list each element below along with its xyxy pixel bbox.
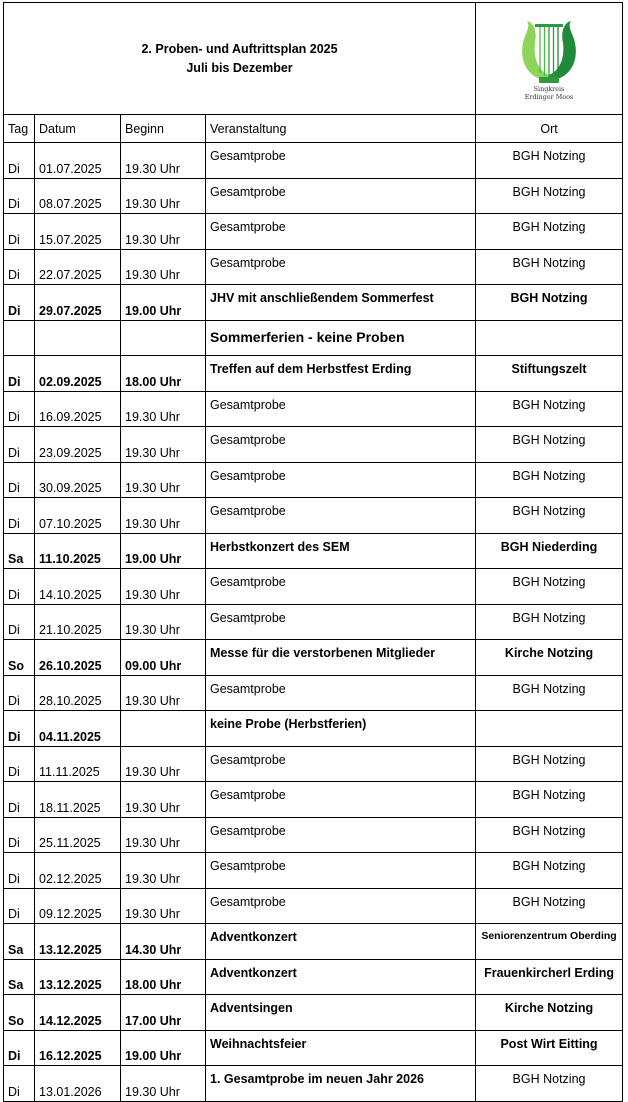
cell-tag: Di	[4, 817, 35, 853]
cell-beginn: 19.30 Uhr	[121, 888, 206, 924]
cell-datum: 11.11.2025	[35, 746, 121, 782]
cell-ort: BGH Notzing	[476, 746, 623, 782]
cell-beginn: 19.30 Uhr	[121, 782, 206, 818]
cell-tag: Di	[4, 285, 35, 321]
cell-tag: Di	[4, 888, 35, 924]
cell-tag: So	[4, 995, 35, 1031]
table-row	[4, 853, 623, 889]
cell-ort: BGH Notzing	[476, 427, 623, 463]
cell-datum: 23.09.2025	[35, 427, 121, 463]
cell-tag: Di	[4, 143, 35, 179]
cell-ort: Kirche Notzing	[476, 640, 623, 676]
cell-veranstaltung: Adventkonzert	[206, 924, 476, 960]
cell-tag: Di	[4, 498, 35, 534]
cell-datum: 14.12.2025	[35, 995, 121, 1031]
cell-ort: BGH Notzing	[476, 214, 623, 250]
logo-line2: Erdinger Moos	[524, 92, 574, 101]
cell-tag: Di	[4, 356, 35, 392]
cell-datum: 16.09.2025	[35, 391, 121, 427]
table-row	[4, 249, 623, 285]
table-row	[4, 995, 623, 1031]
cell-datum: 15.07.2025	[35, 214, 121, 250]
cell-veranstaltung: Herbstkonzert des SEM	[206, 533, 476, 569]
column-header-beginn: Beginn	[121, 115, 206, 143]
header-row	[4, 3, 623, 115]
cell-datum: 16.12.2025	[35, 1030, 121, 1066]
cell-datum: 26.10.2025	[35, 640, 121, 676]
cell-beginn: 19.30 Uhr	[121, 817, 206, 853]
table-row	[4, 462, 623, 498]
cell-veranstaltung: Gesamtprobe	[206, 604, 476, 640]
cell-datum: 09.12.2025	[35, 888, 121, 924]
cell-datum	[35, 320, 121, 356]
cell-tag: Di	[4, 249, 35, 285]
cell-ort: BGH Notzing	[476, 249, 623, 285]
cell-veranstaltung: Gesamtprobe	[206, 249, 476, 285]
cell-tag	[4, 320, 35, 356]
cell-ort: BGH Notzing	[476, 178, 623, 214]
cell-ort: BGH Notzing	[476, 462, 623, 498]
cell-tag: Di	[4, 782, 35, 818]
cell-beginn: 19.30 Uhr	[121, 675, 206, 711]
column-header-ort: Ort	[476, 115, 623, 143]
cell-datum: 11.10.2025	[35, 533, 121, 569]
table-row	[4, 675, 623, 711]
table-row	[4, 959, 623, 995]
cell-beginn: 19.30 Uhr	[121, 604, 206, 640]
cell-veranstaltung: Gesamtprobe	[206, 888, 476, 924]
cell-ort	[476, 320, 623, 356]
cell-datum: 14.10.2025	[35, 569, 121, 605]
cell-beginn: 19.30 Uhr	[121, 143, 206, 179]
cell-veranstaltung: Gesamtprobe	[206, 746, 476, 782]
cell-beginn: 09.00 Uhr	[121, 640, 206, 676]
cell-beginn: 18.00 Uhr	[121, 959, 206, 995]
cell-ort: BGH Notzing	[476, 853, 623, 889]
table-row	[4, 391, 623, 427]
table-row	[4, 356, 623, 392]
column-header-datum: Datum	[35, 115, 121, 143]
cell-beginn: 19.30 Uhr	[121, 427, 206, 463]
table-row	[4, 711, 623, 747]
cell-datum: 28.10.2025	[35, 675, 121, 711]
schedule-table	[3, 2, 623, 1102]
table-row	[4, 640, 623, 676]
cell-ort: BGH Notzing	[476, 604, 623, 640]
lyre-icon	[509, 15, 589, 103]
cell-beginn: 19.30 Uhr	[121, 462, 206, 498]
page-title: 2. Proben- und Auftrittsplan 2025	[141, 41, 338, 56]
cell-veranstaltung: Sommerferien - keine Proben	[206, 320, 476, 356]
cell-tag: Di	[4, 746, 35, 782]
cell-beginn: 17.00 Uhr	[121, 995, 206, 1031]
cell-beginn	[121, 711, 206, 747]
table-row	[4, 285, 623, 321]
cell-datum: 29.07.2025	[35, 285, 121, 321]
table-row	[4, 604, 623, 640]
cell-beginn: 19.00 Uhr	[121, 533, 206, 569]
cell-datum: 13.12.2025	[35, 924, 121, 960]
cell-tag: Di	[4, 214, 35, 250]
cell-beginn	[121, 320, 206, 356]
cell-datum: 30.09.2025	[35, 462, 121, 498]
cell-veranstaltung: Adventkonzert	[206, 959, 476, 995]
cell-veranstaltung: Adventsingen	[206, 995, 476, 1031]
cell-datum: 08.07.2025	[35, 178, 121, 214]
cell-ort: BGH Notzing	[476, 143, 623, 179]
column-header-tag: Tag	[4, 115, 35, 143]
cell-tag: Sa	[4, 924, 35, 960]
cell-tag: Di	[4, 675, 35, 711]
cell-ort: BGH Notzing	[476, 569, 623, 605]
cell-datum: 01.07.2025	[35, 143, 121, 179]
table-row	[4, 782, 623, 818]
cell-beginn: 19.30 Uhr	[121, 746, 206, 782]
cell-beginn: 19.30 Uhr	[121, 391, 206, 427]
cell-beginn: 19.30 Uhr	[121, 1066, 206, 1102]
cell-ort: Stiftungszelt	[476, 356, 623, 392]
cell-veranstaltung: Gesamtprobe	[206, 569, 476, 605]
cell-beginn: 19.30 Uhr	[121, 498, 206, 534]
table-row	[4, 178, 623, 214]
cell-beginn: 19.30 Uhr	[121, 249, 206, 285]
cell-ort: BGH Notzing	[476, 888, 623, 924]
cell-datum: 13.01.2026	[35, 1066, 121, 1102]
cell-ort: BGH Notzing	[476, 817, 623, 853]
cell-tag: Di	[4, 853, 35, 889]
cell-veranstaltung: Gesamtprobe	[206, 817, 476, 853]
table-row	[4, 817, 623, 853]
table-row	[4, 1066, 623, 1102]
cell-beginn: 14.30 Uhr	[121, 924, 206, 960]
cell-ort	[476, 711, 623, 747]
cell-veranstaltung: Gesamtprobe	[206, 675, 476, 711]
cell-ort: BGH Notzing	[476, 391, 623, 427]
cell-tag: Sa	[4, 959, 35, 995]
cell-datum: 02.09.2025	[35, 356, 121, 392]
cell-veranstaltung: Weihnachtsfeier	[206, 1030, 476, 1066]
table-row	[4, 427, 623, 463]
cell-datum: 13.12.2025	[35, 959, 121, 995]
table-row	[4, 746, 623, 782]
cell-veranstaltung: keine Probe (Herbstferien)	[206, 711, 476, 747]
cell-tag: Di	[4, 462, 35, 498]
cell-veranstaltung: Gesamtprobe	[206, 498, 476, 534]
cell-veranstaltung: JHV mit anschließendem Sommerfest	[206, 285, 476, 321]
table-row	[4, 498, 623, 534]
cell-veranstaltung: Gesamtprobe	[206, 853, 476, 889]
table-row	[4, 569, 623, 605]
table-row	[4, 924, 623, 960]
cell-ort: BGH Notzing	[476, 675, 623, 711]
cell-veranstaltung: 1. Gesamtprobe im neuen Jahr 2026	[206, 1066, 476, 1102]
cell-beginn: 19.30 Uhr	[121, 569, 206, 605]
column-header-veranstaltung: Veranstaltung	[206, 115, 476, 143]
cell-veranstaltung: Messe für die verstorbenen Mitglieder	[206, 640, 476, 676]
cell-beginn: 19.30 Uhr	[121, 178, 206, 214]
table-row	[4, 214, 623, 250]
cell-ort: Post Wirt Eitting	[476, 1030, 623, 1066]
cell-beginn: 19.00 Uhr	[121, 285, 206, 321]
cell-datum: 07.10.2025	[35, 498, 121, 534]
cell-ort: Seniorenzentrum Oberding	[476, 924, 623, 960]
cell-datum: 04.11.2025	[35, 711, 121, 747]
cell-tag: Di	[4, 427, 35, 463]
cell-veranstaltung: Gesamtprobe	[206, 782, 476, 818]
table-row	[4, 533, 623, 569]
title-cell	[4, 3, 476, 115]
schedule-sheet	[3, 2, 622, 1102]
cell-ort: BGH Niederding	[476, 533, 623, 569]
cell-ort: Frauenkircherl Erding	[476, 959, 623, 995]
page-subtitle: Juli bis Dezember	[186, 60, 293, 75]
cell-veranstaltung: Treffen auf dem Herbstfest Erding	[206, 356, 476, 392]
cell-tag: Di	[4, 1066, 35, 1102]
cell-tag: Di	[4, 391, 35, 427]
logo-line1: Singkreis	[533, 84, 565, 93]
cell-beginn: 19.00 Uhr	[121, 1030, 206, 1066]
cell-tag: Di	[4, 569, 35, 605]
cell-veranstaltung: Gesamtprobe	[206, 178, 476, 214]
cell-veranstaltung: Gesamtprobe	[206, 462, 476, 498]
cell-beginn: 19.30 Uhr	[121, 214, 206, 250]
cell-tag: Di	[4, 604, 35, 640]
cell-datum: 02.12.2025	[35, 853, 121, 889]
table-row	[4, 1030, 623, 1066]
cell-datum: 22.07.2025	[35, 249, 121, 285]
cell-ort: Kirche Notzing	[476, 995, 623, 1031]
cell-ort: BGH Notzing	[476, 285, 623, 321]
cell-veranstaltung: Gesamtprobe	[206, 427, 476, 463]
cell-datum: 25.11.2025	[35, 817, 121, 853]
table-row	[4, 143, 623, 179]
table-row	[4, 888, 623, 924]
cell-tag: Di	[4, 711, 35, 747]
cell-tag: Di	[4, 178, 35, 214]
logo-cell	[476, 3, 623, 115]
cell-beginn: 19.30 Uhr	[121, 853, 206, 889]
cell-ort: BGH Notzing	[476, 782, 623, 818]
cell-beginn: 18.00 Uhr	[121, 356, 206, 392]
cell-ort: BGH Notzing	[476, 1066, 623, 1102]
cell-tag: Di	[4, 1030, 35, 1066]
section-heading-row	[4, 320, 623, 356]
cell-tag: Sa	[4, 533, 35, 569]
cell-tag: So	[4, 640, 35, 676]
cell-datum: 21.10.2025	[35, 604, 121, 640]
cell-veranstaltung: Gesamtprobe	[206, 214, 476, 250]
cell-datum: 18.11.2025	[35, 782, 121, 818]
column-header-row	[4, 115, 623, 143]
cell-veranstaltung: Gesamtprobe	[206, 391, 476, 427]
cell-ort: BGH Notzing	[476, 498, 623, 534]
cell-veranstaltung: Gesamtprobe	[206, 143, 476, 179]
